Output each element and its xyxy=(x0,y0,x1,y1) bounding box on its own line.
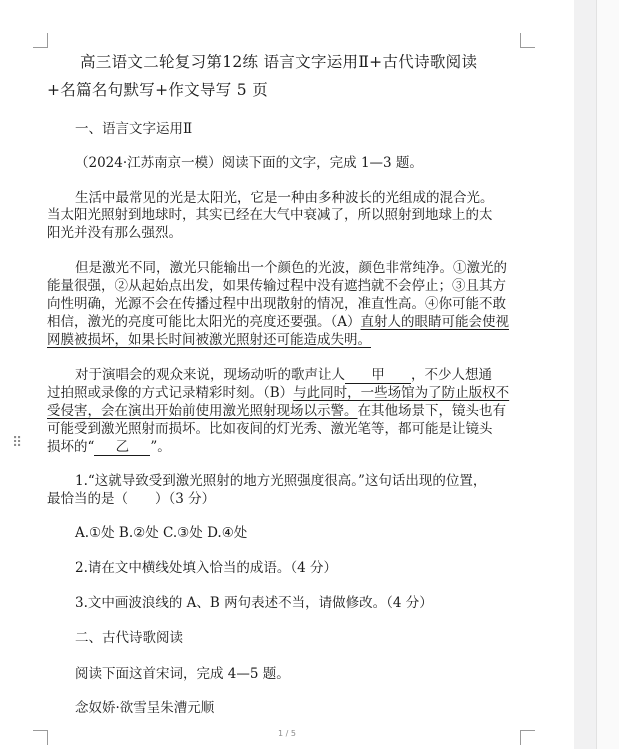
para3-line2 xyxy=(47,384,509,402)
page-indicator: 1 / 5 xyxy=(278,729,296,738)
para1-line3: 阳光并没有那么强烈。 xyxy=(47,225,182,241)
para1-line2: 当太阳光照射到地球时，其实已经在大气中衰减了，所以照射到地球上的太 xyxy=(47,207,493,223)
para3-line2-text: 过拍照或录像的方式记录精彩时刻。（B） xyxy=(47,385,294,401)
scrollbar-thumb[interactable] xyxy=(596,0,619,749)
para2-line5 xyxy=(47,331,371,349)
para3-line5-text: 损坏的“ xyxy=(47,439,95,455)
question-1-line1: 1.“这就导致受到激光照射的地方光照强度很高。”这句话出现的位置， xyxy=(75,473,487,489)
para3-line4: 可能受到激光照射而损坏。比如夜间的灯光秀、激光笔等，都可能是让镜头 xyxy=(47,421,493,437)
question-1-line2: 最恰当的是（ ）（3 分） xyxy=(47,491,216,507)
wavy-sentence-a-end: 网膜被损坏，如果长时间被激光照射还可能造成失明。 xyxy=(47,332,371,348)
para2-line1: 但是激光不同，激光只能输出一个颜色的光波，颜色非常纯净。①激光的 xyxy=(75,260,507,276)
drag-handle-icon[interactable]: ⠿ xyxy=(12,435,23,451)
section-heading-2: 二、古代诗歌阅读 xyxy=(75,630,183,646)
crop-mark-top-right xyxy=(520,33,535,48)
blank-jia: 甲 xyxy=(345,368,411,384)
wavy-sentence-a: 直射人的眼睛可能会使视 xyxy=(360,314,509,330)
source-line: （2024·江苏南京一模）阅读下面的文字，完成 1—3 题。 xyxy=(75,155,423,171)
blank-yi: 乙 xyxy=(94,440,150,456)
crop-mark-top-left xyxy=(33,33,48,48)
source-line-2: 阅读下面这首宋词，完成 4—5 题。 xyxy=(75,666,290,682)
wavy-sentence-b-end: 受侵害，会在演出开始前使用激光照射现场以示警。 xyxy=(47,403,358,419)
para3-line3-tail: 在其他场景下，镜头也有 xyxy=(357,403,506,419)
para3-line3 xyxy=(47,402,506,420)
para2-line4 xyxy=(47,313,509,331)
question-1-options: A.①处 B.②处 C.③处 D.④处 xyxy=(75,525,248,541)
section-heading-1: 一、语言文字运用Ⅱ xyxy=(75,121,193,137)
para3-line1-text: 对于演唱会的观众来说，现场动听的歌声让人 xyxy=(75,367,345,383)
question-3: 3.文中画波浪线的 A、B 两句表述不当，请做修改。（4 分） xyxy=(75,595,433,611)
poem-title: 念奴娇·欲雪呈朱漕元顺 xyxy=(75,700,215,716)
para2-line2: 能量很强，②从起始点出发，如果传输过程中没有遮挡就不会停止；③且其方 xyxy=(47,278,506,294)
wavy-sentence-b: 与此同时，一些场馆为了防止版权不 xyxy=(293,385,510,401)
para3-line5 xyxy=(47,438,171,456)
para3-line1 xyxy=(75,366,492,384)
doc-title-line-2: +名篇名句默写+作文导写 5 页 xyxy=(47,81,268,99)
para2-line3: 向性明确，光源不会在传播过程中出现散射的情况，准直性高。④你可能不敢 xyxy=(47,296,506,312)
para1-line1: 生活中最常见的光是太阳光，它是一种由多种波长的光组成的混合光。 xyxy=(75,190,494,206)
para3-line1-tail: ，不少人想通 xyxy=(411,367,492,383)
para3-line5-tail: ”。 xyxy=(150,439,171,455)
para2-line4-text: 相信，激光的亮度可能比太阳光的亮度还要强。（A） xyxy=(47,314,361,330)
doc-title-line-1: 高三语文二轮复习第12练 语言文字运用Ⅱ+古代诗歌阅读 xyxy=(80,53,478,71)
question-2: 2.请在文中横线处填入恰当的成语。（4 分） xyxy=(75,560,338,576)
